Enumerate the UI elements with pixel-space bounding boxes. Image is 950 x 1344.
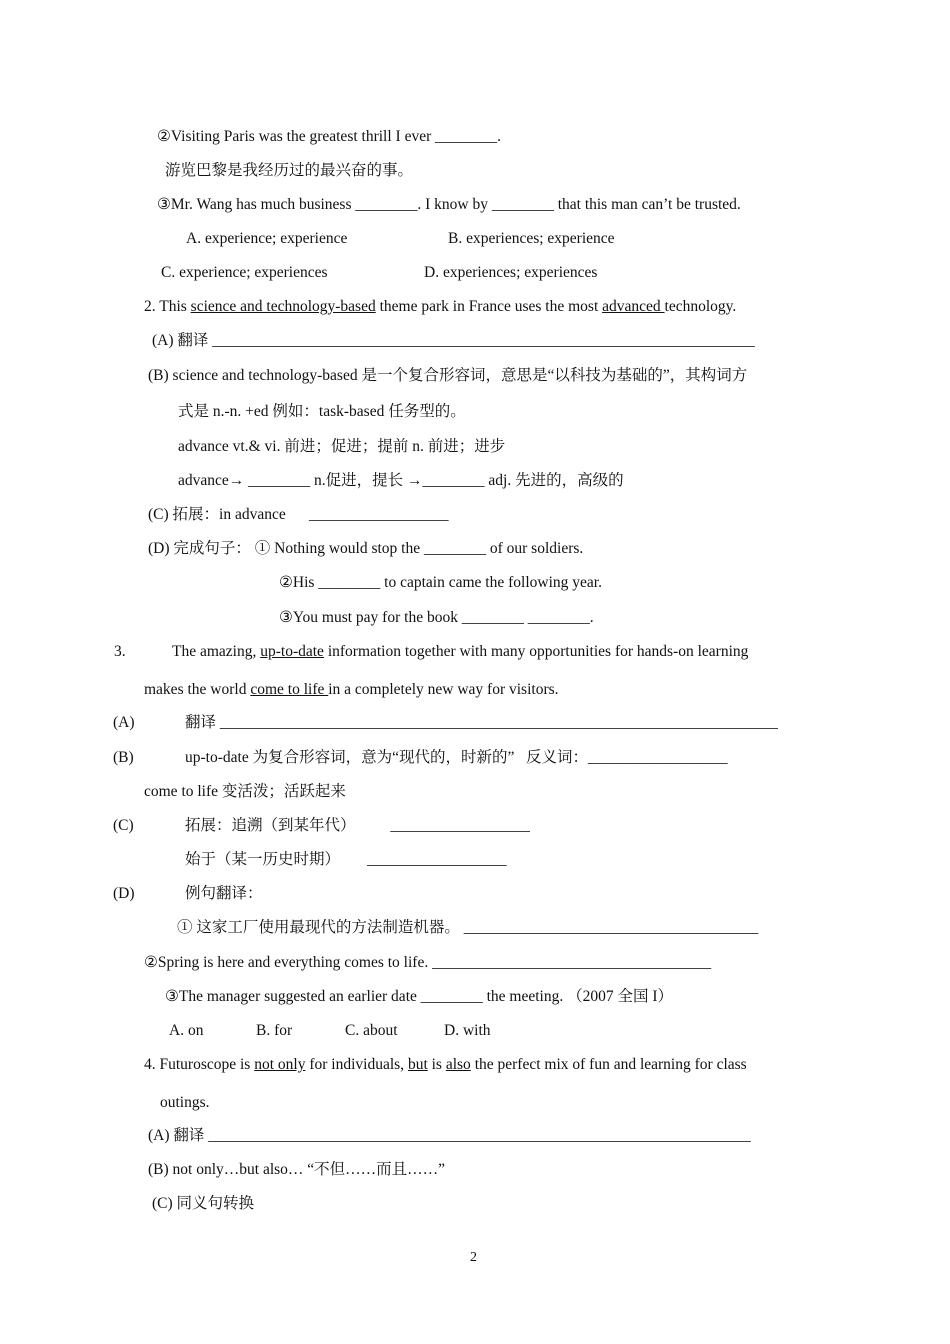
q2-underlined-phrase: science and technology-based: [190, 298, 376, 315]
q3-number: 3.: [114, 643, 126, 660]
q2-heading-part: technology.: [664, 298, 737, 315]
q2-part-d-line2: ②His ________ to captain came the following year.: [279, 574, 602, 591]
q2-heading: [144, 297, 736, 317]
q1-option-a: A. experience; experience: [186, 230, 348, 247]
q2-underlined-phrase: advanced: [602, 298, 665, 315]
q4-heading-part: the perfect mix of fun and learning for class: [470, 1056, 747, 1073]
q3-heading-part: The amazing,: [172, 643, 261, 660]
q1-option-b: B. experiences; experience: [448, 230, 615, 247]
q4-part-a: (A) 翻译 ______________________________________________________________________: [148, 1127, 751, 1144]
q4-part-b: (B) not only…but also… “不但……而且……”: [148, 1161, 446, 1178]
q1-option-c: C. experience; experiences: [161, 264, 328, 281]
q2-part-a: (A) 翻译 ______________________________________________________________________: [152, 332, 755, 349]
q3-option-a: A. on: [169, 1022, 204, 1039]
q2-part-b-line1: (B) science and technology-based 是一个复合形容词，意思是“以科技为基础的”，其构词方: [148, 367, 748, 384]
q4-underlined-phrase: but: [407, 1056, 428, 1073]
q4-heading-part: 4. Futuroscope is: [144, 1056, 255, 1073]
q2-part-b-line2: 式是 n.-n. +ed 例如：task-based 任务型的。: [178, 403, 466, 420]
q3-part-d-line3: ③The manager suggested an earlier date ________ the meeting. （2007 全国 I）: [165, 988, 674, 1005]
q3-heading-part: in a completely new way for visitors.: [328, 681, 559, 698]
q3-underlined-phrase: come to life: [250, 681, 329, 698]
q3-option-d: D. with: [444, 1022, 491, 1039]
q3-option-b: B. for: [256, 1022, 293, 1039]
q3-part-d-line2: ②Spring is here and everything comes to life. ____________________________________: [144, 954, 712, 971]
q4-underlined-phrase: not only: [254, 1056, 306, 1073]
q4-heading-line1: [144, 1055, 747, 1075]
q3-underlined-phrase: up-to-date: [260, 643, 324, 660]
q3-label-b: (B): [113, 749, 134, 766]
q3-heading-line2: [144, 680, 559, 700]
q2-part-b-line3: advance vt.& vi. 前进；促进；提前 n. 前进；进步: [178, 438, 506, 455]
q1-sentence-3: ③Mr. Wang has much business ________. I know by ________ that this man can’t be trusted.: [157, 196, 741, 213]
q2-part-d-line1: (D) 完成句子： ① Nothing would stop the ________ of our soldiers.: [148, 540, 584, 557]
q2-part-b-line4: advance→ ________ n.促进，提长 →________ adj. 先进的，高级的: [178, 472, 624, 489]
q3-part-d-line1: ① 这家工厂使用最现代的方法制造机器。 ______________________________________: [177, 919, 759, 936]
q3-part-b: up-to-date 为复合形容词，意为“现代的，时新的” 反义词：__________________: [185, 749, 728, 766]
q4-part-c: (C) 同义句转换: [152, 1195, 255, 1212]
q3-heading-part: information together with many opportunities for hands-on learning: [323, 643, 749, 660]
q3-part-c-line1: 拓展：追溯（到某年代） __________________: [185, 817, 530, 834]
q3-label-c: (C): [113, 817, 134, 834]
q3-label-d: (D): [113, 885, 135, 902]
q2-heading-part: 2. This: [144, 298, 191, 315]
q1-sentence-2-translation: 游览巴黎是我经历过的最兴奋的事。: [165, 162, 414, 179]
q4-heading-part: is: [427, 1056, 446, 1073]
q3-part-c-line2: 始于（某一历史时期） __________________: [185, 851, 507, 868]
q4-underlined-phrase: also: [445, 1056, 471, 1073]
q3-label-a: (A): [113, 714, 135, 731]
q3-part-b-line2: come to life 变活泼；活跃起来: [144, 783, 346, 800]
page-number: 2: [470, 1250, 477, 1265]
q3-part-a: 翻译 ________________________________________________________________________: [185, 714, 778, 731]
q4-heading-line2: outings.: [160, 1094, 210, 1111]
q4-heading-part: for individuals,: [305, 1056, 408, 1073]
q3-part-d: 例句翻译：: [185, 885, 263, 902]
q1-option-d: D. experiences; experiences: [424, 264, 598, 281]
q3-heading-line1: [172, 642, 748, 662]
q1-sentence-2: ②Visiting Paris was the greatest thrill I ever ________.: [157, 128, 501, 145]
q2-heading-part: theme park in France uses the most: [375, 298, 603, 315]
q3-option-c: C. about: [345, 1022, 398, 1039]
q3-heading-part: makes the world: [144, 681, 251, 698]
q2-part-c: (C) 拓展：in advance __________________: [148, 506, 449, 523]
q2-part-d-line3: ③You must pay for the book ________ ________.: [279, 609, 594, 626]
